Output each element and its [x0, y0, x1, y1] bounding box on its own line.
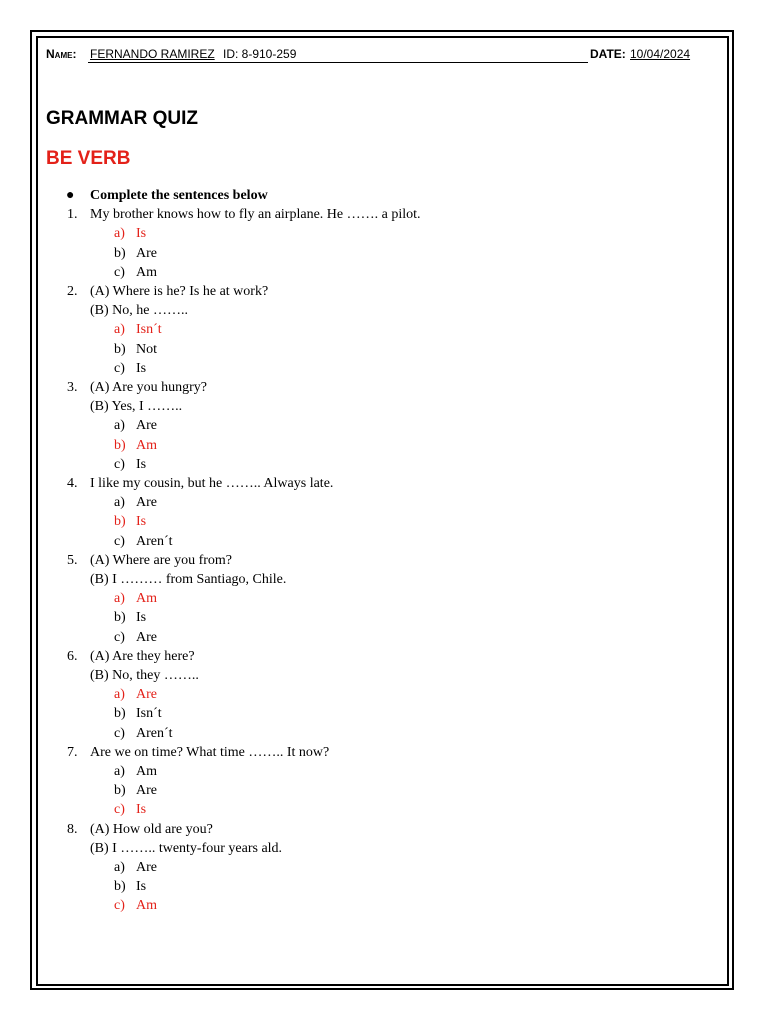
- header-underline: [88, 62, 588, 63]
- option-text: Is: [136, 456, 147, 472]
- option-text: Am: [136, 437, 157, 453]
- question-number: 1.: [67, 207, 78, 223]
- option-text: Are: [136, 687, 157, 703]
- header-line: [46, 47, 696, 65]
- option-letter: b): [114, 245, 126, 261]
- question-text: (A) How old are you?: [90, 821, 213, 837]
- option-text: Is: [136, 610, 147, 626]
- option-letter: b): [114, 706, 126, 722]
- option-text: Isn´t: [136, 322, 162, 338]
- question-number: 3.: [67, 380, 78, 395]
- id-value: ID: 8-910-259: [223, 47, 297, 61]
- option-letter: a): [114, 687, 125, 703]
- question-number: 6.: [67, 648, 78, 664]
- option-text: Are: [136, 418, 157, 434]
- option-text: Are: [136, 495, 157, 511]
- question-text: Are we on time? What time …….. It now?: [90, 744, 330, 760]
- bullet-icon: ●: [66, 188, 75, 203]
- instruction-text: Complete the sentences below: [90, 188, 268, 203]
- option-letter: a): [114, 226, 125, 242]
- question-text: (B) No, they ……..: [90, 668, 199, 683]
- question-number: 4.: [67, 476, 78, 491]
- option-text: Are: [136, 783, 157, 799]
- option-letter: b): [114, 437, 126, 453]
- option-letter: a): [114, 322, 125, 338]
- page-subtitle: BE VERB: [46, 148, 131, 169]
- question-number: 5.: [67, 552, 78, 568]
- page-title: GRAMMAR QUIZ: [46, 108, 198, 129]
- question-text: (A) Where is he? Is he at work?: [90, 284, 269, 299]
- option-text: Is: [136, 226, 147, 242]
- option-letter: c): [114, 802, 125, 818]
- option-letter: b): [114, 783, 126, 799]
- option-text: Aren´t: [136, 533, 173, 549]
- name-value: FERNANDO RAMIREZ: [90, 47, 215, 61]
- question-number: 2.: [67, 284, 78, 299]
- option-letter: c): [114, 360, 125, 376]
- option-text: Is: [136, 802, 147, 818]
- option-text: Are: [136, 860, 157, 875]
- question-text: (B) Yes, I ……..: [90, 399, 183, 415]
- option-text: Not: [136, 341, 157, 357]
- question-text: (A) Are they here?: [90, 648, 195, 664]
- option-letter: b): [114, 341, 126, 357]
- question-text: I like my cousin, but he …….. Always late.: [90, 476, 334, 491]
- option-letter: c): [114, 533, 125, 549]
- option-text: Aren´t: [136, 725, 173, 741]
- option-text: Is: [136, 879, 147, 895]
- option-letter: c): [114, 264, 125, 280]
- option-text: Am: [136, 764, 157, 779]
- question-text: (B) No, he ……..: [90, 303, 188, 319]
- date-value: 10/04/2024: [630, 47, 691, 61]
- option-letter: c): [114, 629, 125, 645]
- option-text: Am: [136, 898, 157, 914]
- option-letter: a): [114, 860, 125, 875]
- option-letter: c): [114, 725, 125, 741]
- option-letter: b): [114, 610, 126, 626]
- option-letter: a): [114, 591, 125, 607]
- option-text: Is: [136, 360, 147, 376]
- option-text: Are: [136, 629, 157, 645]
- question-number: 8.: [67, 821, 78, 837]
- option-letter: c): [114, 898, 125, 914]
- question-text: (B) I …….. twenty-four years ald.: [90, 840, 283, 856]
- option-text: Isn´t: [136, 706, 162, 722]
- question-text: My brother knows how to fly an airplane. He ……. a pilot.: [90, 207, 421, 223]
- option-text: Am: [136, 591, 157, 607]
- option-letter: b): [114, 879, 126, 895]
- question-number: 7.: [67, 744, 78, 760]
- option-letter: a): [114, 495, 125, 511]
- option-text: Is: [136, 514, 147, 530]
- option-letter: c): [114, 456, 125, 472]
- question-text: (A) Are you hungry?: [90, 380, 208, 395]
- date-label: DATE:: [590, 47, 626, 61]
- question-text: (A) Where are you from?: [90, 552, 233, 568]
- name-label: Name:: [46, 47, 77, 61]
- option-letter: a): [114, 418, 125, 434]
- option-text: Am: [136, 264, 157, 280]
- question-text: (B) I ……… from Santiago, Chile.: [90, 572, 287, 587]
- option-text: Are: [136, 245, 157, 261]
- option-letter: b): [114, 514, 126, 530]
- option-letter: a): [114, 764, 125, 779]
